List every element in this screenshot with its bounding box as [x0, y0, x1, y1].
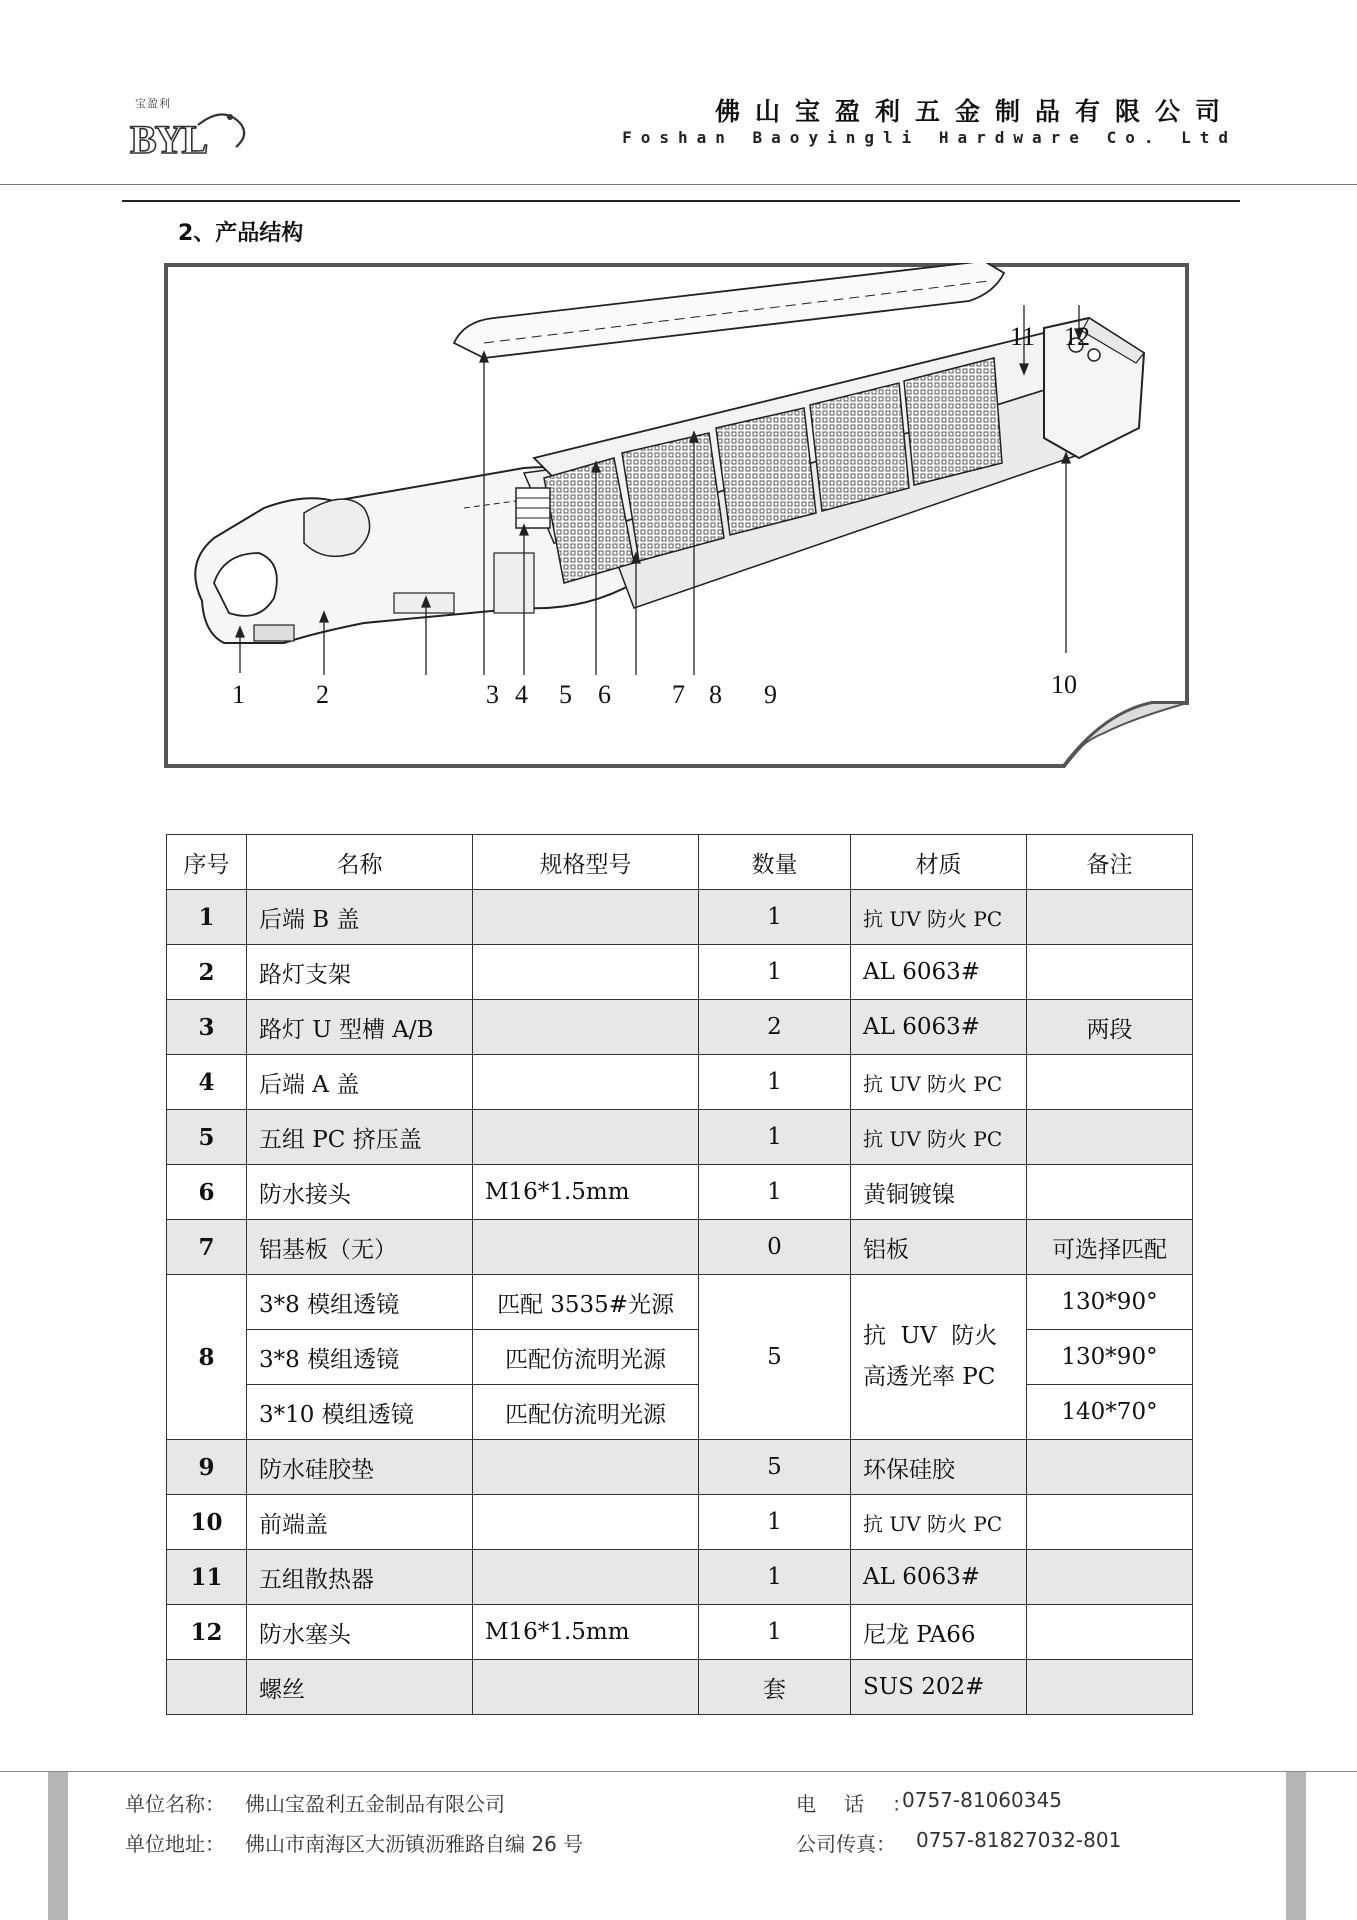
cell-name: 3*8 模组透镜 [247, 1330, 473, 1385]
cell-name: 路灯 U 型槽 A/B [247, 1000, 473, 1055]
cell-note [1027, 1605, 1193, 1660]
cell-material: 抗 UV 防火 PC [851, 890, 1027, 945]
table-row [167, 1220, 1193, 1275]
cell-name: 五组散热器 [247, 1550, 473, 1605]
cell-spec [473, 1110, 699, 1165]
cell-name: 防水塞头 [247, 1605, 473, 1660]
cell-note: 130*90° [1027, 1275, 1193, 1330]
cell-material [851, 1275, 1027, 1440]
cell-note: 两段 [1027, 1000, 1193, 1055]
header-rule-bold [122, 200, 1240, 202]
cell-name: 前端盖 [247, 1495, 473, 1550]
cell-name: 防水硅胶垫 [247, 1440, 473, 1495]
table-row [167, 1165, 1193, 1220]
cell-spec [473, 1220, 699, 1275]
footer-side-bar [48, 1772, 68, 1920]
cell-spec [473, 945, 699, 1000]
cell-spec [473, 890, 699, 945]
table-row-group8 [167, 1275, 1193, 1330]
company-name-value: 佛山宝盈利五金制品有限公司 [245, 1792, 505, 1816]
table-row [167, 1000, 1193, 1055]
callout-12: 12 [1064, 322, 1090, 351]
cell-note [1027, 890, 1193, 945]
cell-name: 防水接头 [247, 1165, 473, 1220]
cell-spec [473, 1440, 699, 1495]
company-address-value: 佛山市南海区大沥镇沥雅路自编 26 号 [245, 1832, 584, 1856]
cell-note [1027, 945, 1193, 1000]
cell-no: 10 [167, 1495, 247, 1550]
cell-note [1027, 1495, 1193, 1550]
table-row-group8 [167, 1330, 1193, 1385]
cell-qty: 1 [699, 1495, 851, 1550]
column-header: 序号 [167, 835, 247, 890]
table-row [167, 1495, 1193, 1550]
cell-qty: 1 [699, 1165, 851, 1220]
column-header: 数量 [699, 835, 851, 890]
company-address-label: 单位地址： [125, 1832, 225, 1856]
company-logo [128, 95, 258, 165]
footer-rule [0, 1771, 1357, 1772]
cell-material: 铝板 [851, 1220, 1027, 1275]
cell-no: 9 [167, 1440, 247, 1495]
callout-3: 3 [486, 680, 499, 709]
table-row [167, 945, 1193, 1000]
cell-no: 6 [167, 1165, 247, 1220]
cell-note [1027, 1550, 1193, 1605]
cell-qty: 1 [699, 945, 851, 1000]
cell-material: 黄铜镀镍 [851, 1165, 1027, 1220]
callout-10: 10 [1051, 670, 1077, 699]
callout-11: 11 [1010, 322, 1036, 351]
callout-5: 5 [559, 680, 572, 709]
cell-name: 螺丝 [247, 1660, 473, 1715]
table-row [167, 1550, 1193, 1605]
cell-qty: 1 [699, 1605, 851, 1660]
cell-name: 铝基板（无） [247, 1220, 473, 1275]
cell-name: 3*8 模组透镜 [247, 1275, 473, 1330]
cell-material: AL 6063# [851, 1000, 1027, 1055]
cell-qty: 套 [699, 1660, 851, 1715]
section-title: 2、产品结构 [178, 221, 304, 246]
material-line: 抗 UV 防火 [863, 1322, 998, 1349]
cell-material: 抗 UV 防火 PC [851, 1055, 1027, 1110]
table-row [167, 1605, 1193, 1660]
cell-note: 130*90° [1027, 1330, 1193, 1385]
cell-name: 后端 A 盖 [247, 1055, 473, 1110]
cell-spec [473, 1550, 699, 1605]
cell-name: 路灯支架 [247, 945, 473, 1000]
material-line: 高透光率 PC [863, 1364, 996, 1390]
callout-2: 2 [316, 680, 329, 709]
cell-no: 2 [167, 945, 247, 1000]
cell-note [1027, 1055, 1193, 1110]
cell-no: 5 [167, 1110, 247, 1165]
cell-spec: 匹配仿流明光源 [473, 1385, 699, 1440]
header-rule [0, 184, 1357, 185]
footer-side-bar [1286, 1772, 1306, 1920]
product-structure-drawing [164, 263, 1189, 769]
cell-note [1027, 1165, 1193, 1220]
fax-label: 公司传真： [796, 1832, 896, 1856]
cell-qty: 1 [699, 1550, 851, 1605]
cell-material: AL 6063# [851, 1550, 1027, 1605]
parts-table [166, 834, 1193, 1715]
table-row [167, 1440, 1193, 1495]
cell-material: SUS 202# [851, 1660, 1027, 1715]
table-row [167, 1055, 1193, 1110]
cell-note [1027, 1440, 1193, 1495]
phone-value: 0757-81060345 [902, 1788, 1062, 1812]
company-name-label: 单位名称： [125, 1792, 225, 1816]
cell-name: 后端 B 盖 [247, 890, 473, 945]
cell-qty: 5 [699, 1440, 851, 1495]
cell-no: 4 [167, 1055, 247, 1110]
logo-chinese-text: 宝盈利 [135, 97, 171, 110]
table-row [167, 890, 1193, 945]
cell-qty: 1 [699, 1110, 851, 1165]
cell-no: 3 [167, 1000, 247, 1055]
cell-no: 7 [167, 1220, 247, 1275]
cell-no: 8 [167, 1275, 247, 1440]
cell-spec: 匹配 3535#光源 [473, 1275, 699, 1330]
cell-no: 12 [167, 1605, 247, 1660]
column-header: 材质 [851, 835, 1027, 890]
callout-6: 6 [598, 680, 611, 709]
cell-qty: 0 [699, 1220, 851, 1275]
cell-material: AL 6063# [851, 945, 1027, 1000]
callout-9: 9 [764, 680, 777, 709]
phone-label: 电话： [796, 1792, 940, 1816]
cell-spec [473, 1660, 699, 1715]
cell-note: 140*70° [1027, 1385, 1193, 1440]
column-header: 名称 [247, 835, 473, 890]
table-header-row [167, 835, 1193, 890]
cell-spec [473, 1495, 699, 1550]
cell-no: 11 [167, 1550, 247, 1605]
cell-spec [473, 1000, 699, 1055]
fax-value: 0757-81827032-801 [916, 1828, 1122, 1852]
cell-no: 1 [167, 890, 247, 945]
callout-1: 1 [232, 680, 245, 709]
company-name-chinese: 佛山宝盈利五金制品有限公司 [714, 97, 1235, 126]
column-header: 备注 [1027, 835, 1193, 890]
cell-qty: 1 [699, 890, 851, 945]
cell-name: 3*10 模组透镜 [247, 1385, 473, 1440]
callout-4: 4 [515, 680, 528, 709]
cell-note [1027, 1110, 1193, 1165]
cell-spec: M16*1.5mm [473, 1605, 699, 1660]
table-row [167, 1660, 1193, 1715]
cell-qty: 5 [699, 1275, 851, 1440]
cell-note [1027, 1660, 1193, 1715]
cell-material: 抗 UV 防火 PC [851, 1495, 1027, 1550]
cell-spec: M16*1.5mm [473, 1165, 699, 1220]
cell-note: 可选择匹配 [1027, 1220, 1193, 1275]
table-row-group8 [167, 1385, 1193, 1440]
cell-name: 五组 PC 挤压盖 [247, 1110, 473, 1165]
cell-material: 尼龙 PA66 [851, 1605, 1027, 1660]
cell-material: 抗 UV 防火 PC [851, 1110, 1027, 1165]
callout-8: 8 [709, 680, 722, 709]
company-name-english: Foshan Baoyingli Hardware Co. Ltd [622, 128, 1237, 147]
table-row [167, 1110, 1193, 1165]
cell-spec [473, 1055, 699, 1110]
column-header: 规格型号 [473, 835, 699, 890]
cell-material: 环保硅胶 [851, 1440, 1027, 1495]
cell-no [167, 1660, 247, 1715]
cell-qty: 2 [699, 1000, 851, 1055]
callout-7: 7 [672, 680, 685, 709]
logo-letters: BYL [130, 117, 207, 162]
cell-qty: 1 [699, 1055, 851, 1110]
cell-spec: 匹配仿流明光源 [473, 1330, 699, 1385]
